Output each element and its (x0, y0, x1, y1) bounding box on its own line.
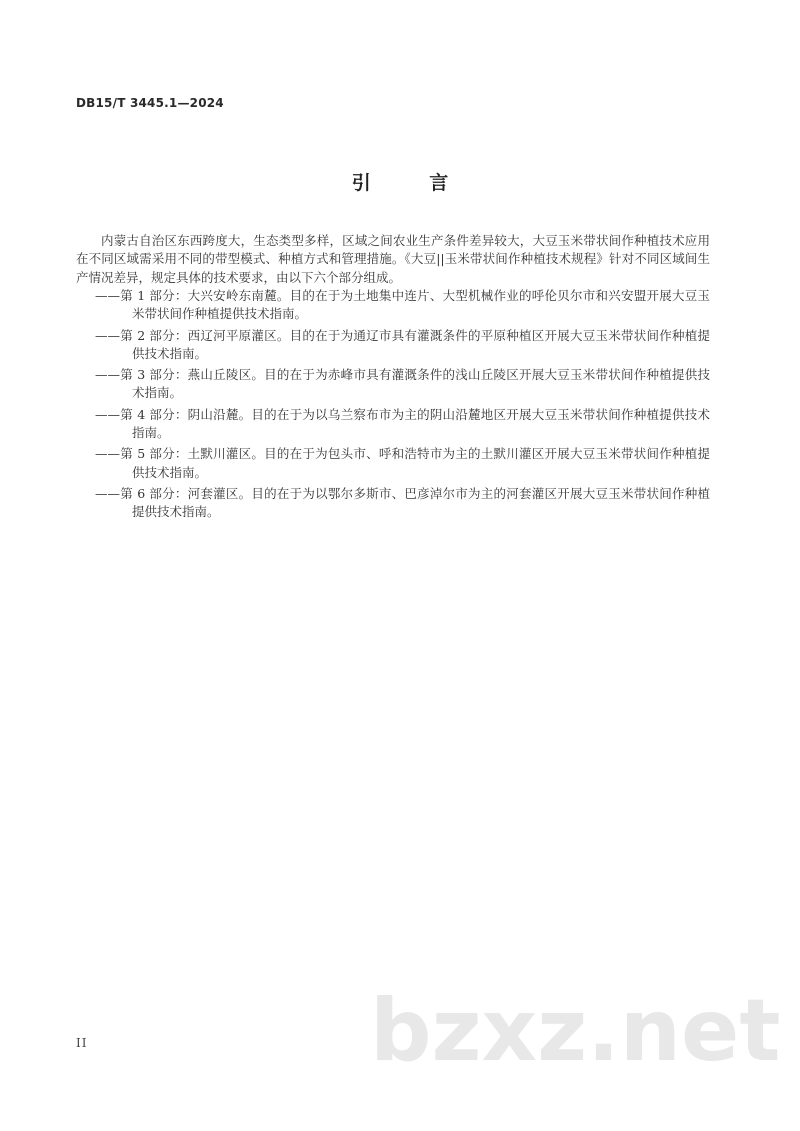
part-item-4: ——第 4 部分：阴山沿麓。目的在于为以乌兰察布市为主的阴山沿麓地区开展大豆玉米带状间作种植提供技术指南。 (95, 406, 710, 441)
watermark-logo (370, 978, 781, 1088)
watermark-text: bzxz.net (370, 981, 781, 1081)
page-number: II (76, 1036, 88, 1050)
part-item-6: ——第 6 部分：河套灌区。目的在于为以鄂尔多斯市、巴彦淖尔市为主的河套灌区开展大豆玉米带状间作种植提供技术指南。 (95, 485, 710, 520)
parts-list (76, 287, 710, 525)
part-item-5: ——第 5 部分：土默川灌区。目的在于为包头市、呼和浩特市为主的土默川灌区开展大豆玉米带状间作种植提供技术指南。 (95, 446, 710, 480)
page-title: 引 言 (351, 172, 475, 194)
intro-paragraph: 内蒙古自治区东西跨度大，生态类型多样，区域之间农业生产条件差异较大，大豆玉米带状间作种植技术应用在不同区域需采用不同的带型模式、种植方式和管理措施。《大豆||玉米带状间作种植技术规程》针对不同区域间生产情况差异，规定具体的技术要求，由以下六个部分组成。 (76, 233, 710, 285)
standard-code: DB15/T 3445.1—2024 (76, 96, 224, 110)
part-item-2: ——第 2 部分：西辽河平原灌区。目的在于为通辽市具有灌溉条件的平原种植区开展大豆玉米带状间作种植提供技术指南。 (95, 327, 710, 361)
part-item-3: ——第 3 部分：燕山丘陵区。目的在于为赤峰市具有灌溉条件的浅山丘陵区开展大豆玉米带状间作种植提供技术指南。 (95, 367, 710, 401)
part-item-1: ——第 1 部分：大兴安岭东南麓。目的在于为土地集中连片、大型机械作业的呼伦贝尔市和兴安盟开展大豆玉米带状间作种植提供技术指南。 (95, 288, 710, 322)
